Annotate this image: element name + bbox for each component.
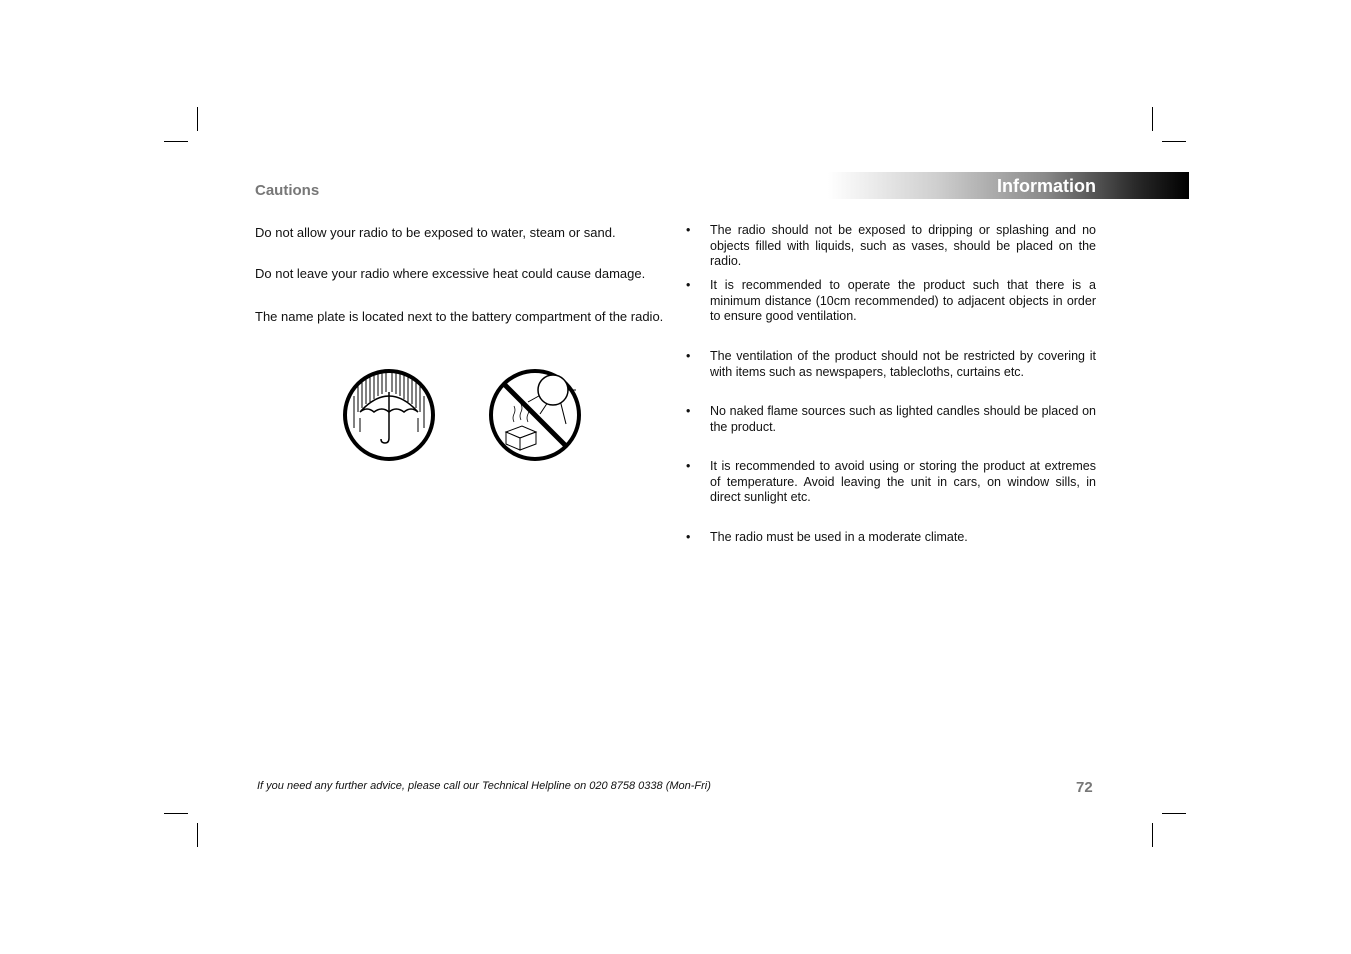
- information-header-bar: [828, 172, 1189, 199]
- list-item: [686, 278, 1096, 325]
- crop-mark: [1152, 107, 1153, 131]
- list-item-text: The radio should not be exposed to dripping or splashing and no objects filled with liquids, such as vases, should be placed on the radio.: [710, 223, 1096, 268]
- caution-heat: Do not leave your radio where excessive heat could cause damage.: [255, 266, 646, 281]
- crop-mark: [1152, 823, 1153, 847]
- list-item: [686, 223, 1096, 270]
- bullet: •: [686, 459, 691, 473]
- bullet: •: [686, 530, 691, 544]
- cautions-heading: Cautions: [255, 182, 320, 199]
- crop-mark: [1162, 141, 1186, 142]
- caution-icons: [340, 366, 585, 464]
- list-item-text: It is recommended to operate the product such that there is a minimum distance (10cm recommended) to adjacent objects in order to ensure good ventilation.: [710, 278, 1096, 323]
- bullet: •: [686, 278, 691, 292]
- crop-mark: [164, 813, 188, 814]
- list-item: [686, 349, 1096, 380]
- helpline-note: If you need any further advice, please call our Technical Helpline on 020 8758 0338 (Mon-Fri): [257, 780, 711, 792]
- crop-mark: [197, 823, 198, 847]
- list-item: [686, 459, 1096, 506]
- list-item-text: It is recommended to avoid using or storing the product at extremes of temperature. Avoid leaving the unit in cars, on window sills, in direct sunlight etc.: [710, 459, 1096, 504]
- list-item: [686, 530, 1096, 546]
- no-sun-heat-icon: [486, 366, 584, 464]
- umbrella-rain-icon: [340, 366, 438, 464]
- page-title: Information: [997, 176, 1096, 196]
- list-item-text: No naked flame sources such as lighted candles should be placed on the product.: [710, 404, 1096, 434]
- bullet: •: [686, 349, 691, 363]
- list-item-text: The radio must be used in a moderate climate.: [710, 530, 968, 544]
- caution-water: Do not allow your radio to be exposed to water, steam or sand.: [255, 225, 616, 240]
- crop-mark: [164, 141, 188, 142]
- page-number: 72: [1076, 779, 1093, 796]
- bullet: •: [686, 223, 691, 237]
- crop-mark: [1162, 813, 1186, 814]
- caution-name-plate: The name plate is located next to the battery compartment of the radio.: [255, 309, 664, 324]
- list-item: [686, 404, 1096, 435]
- list-item-text: The ventilation of the product should not be restricted by covering it with items such as newspapers, tablecloths, curtains etc.: [710, 349, 1096, 379]
- crop-mark: [197, 107, 198, 131]
- bullet: •: [686, 404, 691, 418]
